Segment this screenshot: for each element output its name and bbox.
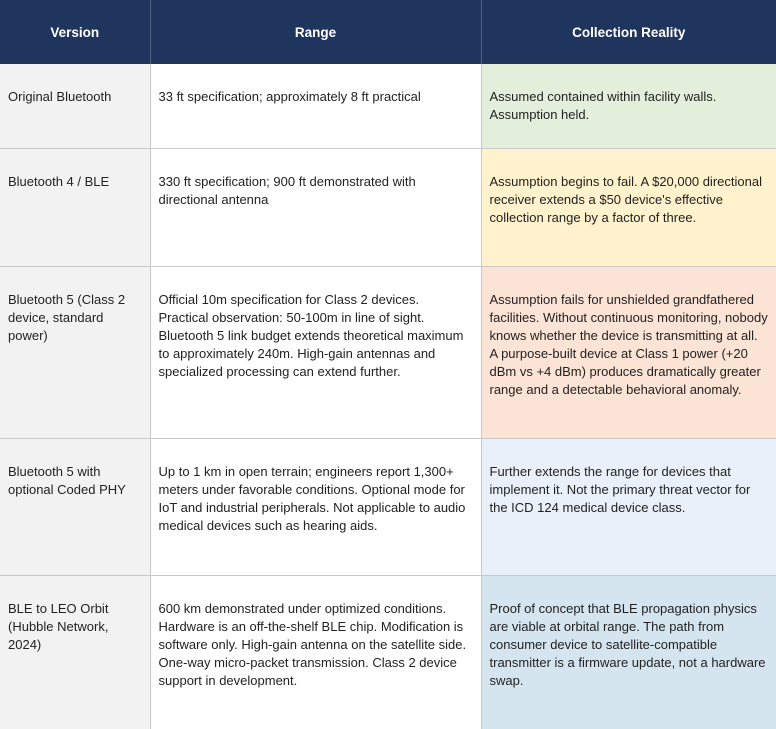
cell-range: 330 ft specification; 900 ft demonstrated with directional antenna — [150, 148, 481, 266]
header-collection-reality: Collection Reality — [481, 0, 776, 64]
table-row — [0, 266, 776, 438]
cell-collection-reality: Proof of concept that BLE propagation physics are viable at orbital range. The path from consumer device to satellite-compatible transmitter is a firmware update, not a hardware swap. — [481, 575, 776, 729]
cell-version: Original Bluetooth — [0, 64, 150, 148]
cell-range: Up to 1 km in open terrain; engineers report 1,300+ meters under favorable conditions. Optional mode for IoT and industrial peripherals. Not applicable to audio medical devices such as hearing aids. — [150, 438, 481, 575]
cell-range: Official 10m specification for Class 2 devices. Practical observation: 50-100m in line of sight. Bluetooth 5 link budget extends theoretical maximum to approximately 240m. High-gain antennas and specialized processing can extend further. — [150, 266, 481, 438]
table-row — [0, 64, 776, 148]
table-row — [0, 148, 776, 266]
cell-version: Bluetooth 5 (Class 2 device, standard power) — [0, 266, 150, 438]
cell-collection-reality: Assumption fails for unshielded grandfathered facilities. Without continuous monitoring, nobody knows whether the device is transmitting at all. A purpose-built device at Class 1 power (+20 dBm vs +4 dBm) produces dramatically greater range and a detectable behavioral anomaly. — [481, 266, 776, 438]
header-version: Version — [0, 0, 150, 64]
table-row — [0, 438, 776, 575]
cell-collection-reality: Assumed contained within facility walls. Assumption held. — [481, 64, 776, 148]
cell-collection-reality: Further extends the range for devices that implement it. Not the primary threat vector for the ICD 124 medical device class. — [481, 438, 776, 575]
cell-version: Bluetooth 4 / BLE — [0, 148, 150, 266]
cell-version: Bluetooth 5 with optional Coded PHY — [0, 438, 150, 575]
header-range: Range — [150, 0, 481, 64]
table-header — [0, 0, 776, 64]
header-row — [0, 0, 776, 64]
table-body — [0, 64, 776, 729]
cell-version: BLE to LEO Orbit (Hubble Network, 2024) — [0, 575, 150, 729]
cell-range: 33 ft specification; approximately 8 ft practical — [150, 64, 481, 148]
cell-range: 600 km demonstrated under optimized conditions. Hardware is an off-the-shelf BLE chip. Modification is software only. High-gain antenna on the satellite side. One-way micro-packet transmission. Class 2 device support in development. — [150, 575, 481, 729]
cell-collection-reality: Assumption begins to fail. A $20,000 directional receiver extends a $50 device's effective collection range by a factor of three. — [481, 148, 776, 266]
table-row — [0, 575, 776, 729]
